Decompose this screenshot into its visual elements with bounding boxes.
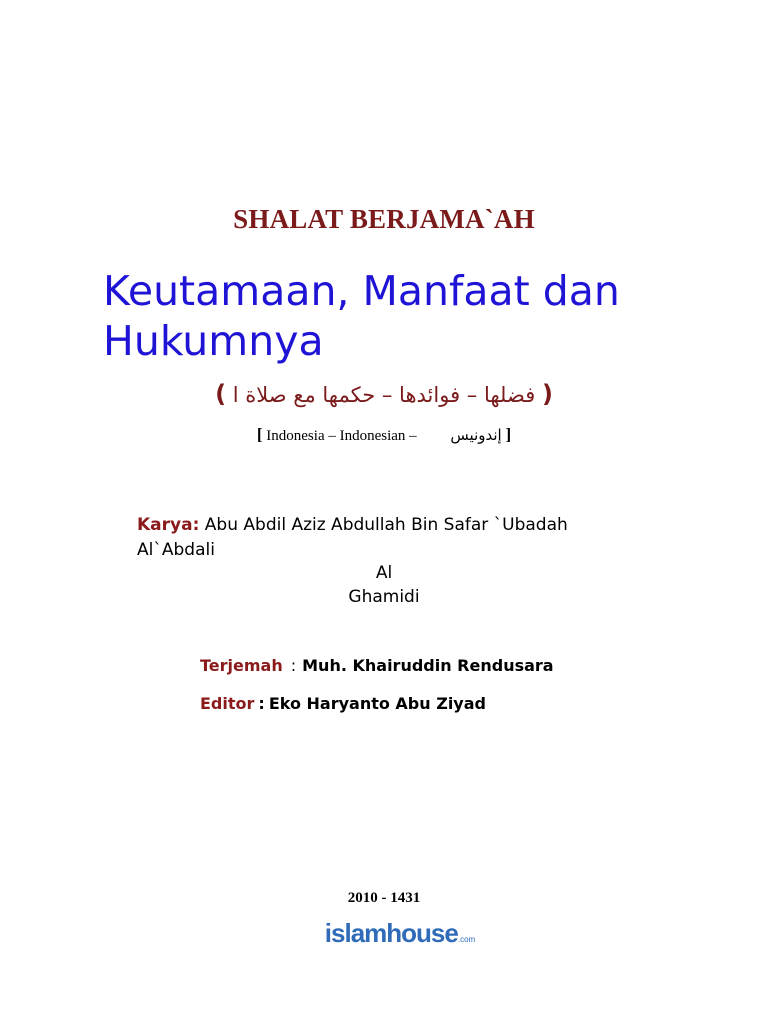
translator-separator: : — [290, 656, 297, 675]
translator-line — [200, 656, 700, 675]
language-open-bracket: [ — [256, 425, 263, 444]
open-paren: ( — [215, 380, 227, 408]
islamhouse-logo[interactable] — [300, 918, 500, 949]
close-paren: ) — [541, 380, 553, 408]
editor-label: Editor — [200, 694, 255, 713]
document-title: SHALAT BERJAMA`AH — [233, 204, 535, 234]
logo-tld-text: .com — [457, 935, 476, 944]
language-close-bracket: ] — [505, 425, 512, 444]
author-label: Karya: — [137, 515, 200, 535]
arabic-title-text: فضلها – فوائدها – حكمها مع صلاة ا — [232, 383, 536, 407]
editor-name: Eko Haryanto Abu Ziyad — [268, 694, 486, 713]
author-name-line2: Al`Abdali — [137, 540, 215, 560]
language-arabic: إندونيس — [450, 426, 502, 444]
translator-label: Terjemah — [200, 656, 283, 675]
editor-separator: : — [258, 694, 265, 713]
author-line — [137, 514, 697, 537]
author-name-line4: Ghamidi — [348, 587, 420, 607]
arabic-title — [0, 380, 768, 408]
logo-main-text: islamhouse — [324, 918, 458, 948]
author-name-line1: Abu Abdil Aziz Abdullah Bin Safar `Ubadah — [204, 515, 568, 535]
publication-year: 2010 - 1431 — [347, 890, 421, 906]
language-line — [0, 425, 768, 445]
author-name-tail — [284, 561, 484, 609]
editor-line — [200, 694, 700, 713]
author-name-line3: Al — [375, 563, 393, 583]
translator-name: Muh. Khairuddin Rendusara — [302, 656, 554, 675]
language-text: Indonesia – Indonesian – — [266, 428, 417, 444]
document-subtitle: Keutamaan, Manfaat dan Hukumnya — [103, 267, 620, 365]
